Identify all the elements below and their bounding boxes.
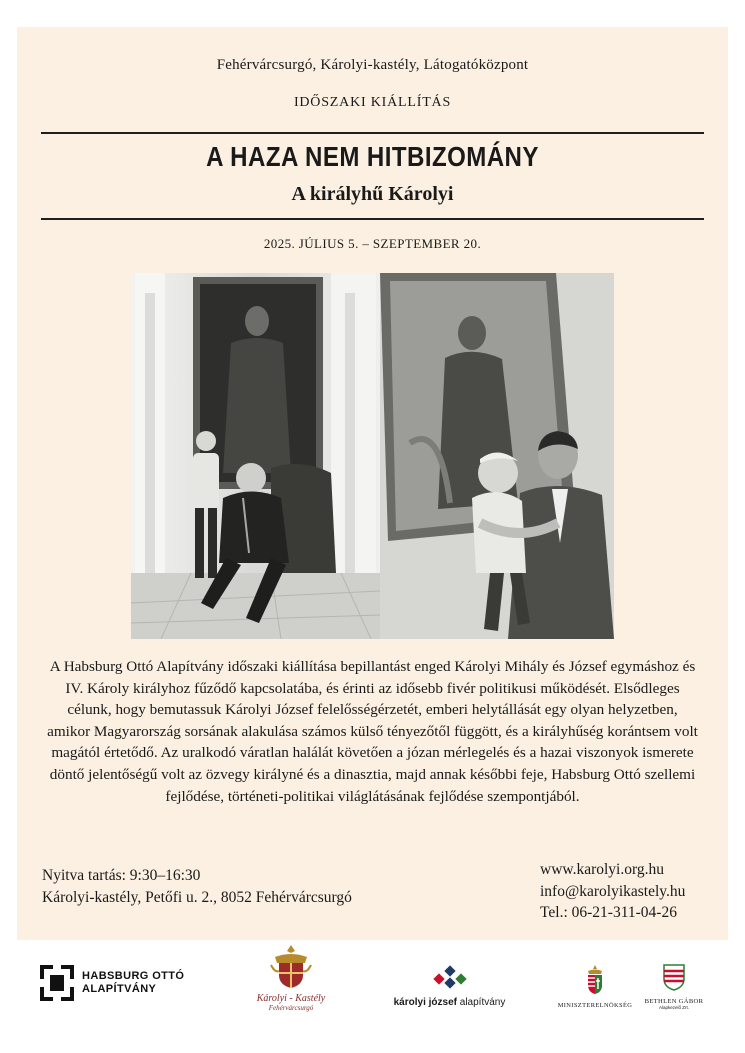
description-paragraph: A Habsburg Ottó Alapítvány időszaki kiállítása bepillantást enged Károlyi Mihály és József egymáshoz és IV. Károly királyhoz fűződő kapcsolatába, és érinti az idősebb fivér politikusi működését. Elsődleges célunk, hogy bemutassuk Károlyi József felelősségérzetét, emberi helytállását egy olyan helyzetben, amikor Magyarország sorsának alakulása számos külső tényezőtől függött, és a királyhűség korántsem volt magától értetődő. Az uralkodó váratlan halálát követően a józan mérlegelés és a hazai viszonyok ismerete döntő jelentőségű volt az özvegy királyné és a dinasztia, majd annak későbbi feje, Habsburg Ottó szellemi fejlődése, történeti-politikai világlátásának fejlődése szempontjából. [47, 658, 698, 805]
coat-of-arms-icon [269, 943, 313, 989]
habsburg-logo-line1: HABSBURG OTTÓ [82, 970, 185, 982]
bethlen-logo-line2: Alapkezelő Zrt. [658, 1005, 689, 1010]
habsburg-otto-logo[interactable] [40, 965, 184, 1001]
bethlen-shield-icon [662, 963, 686, 991]
exhibition-dates: 2025. JÚLIUS 5. – SZEPTEMBER 20. [263, 236, 482, 251]
kja-logo-rest: alapítvány [456, 997, 506, 1008]
opening-hours: Nyitva tartás: 9:30–16:30 [42, 867, 201, 884]
venue-line: Fehérvárcsurgó, Károlyi-kastély, Látogatóközpont [216, 57, 529, 73]
karolyi-jozsef-alapitvany-logo[interactable] [392, 965, 507, 1008]
email-link[interactable]: info@karolyikastely.hu [540, 882, 686, 900]
kja-logo-text [392, 997, 507, 1008]
contact-info [540, 859, 685, 924]
habsburg-logo-line2: ALAPÍTVÁNY [82, 983, 157, 995]
ministry-logo-text: MINISZTERELNÖKSÉG [557, 1002, 633, 1009]
miniszterelnokseg-logo[interactable] [556, 965, 634, 1009]
kastely-logo-sub: Fehérvárcsurgó [268, 1004, 314, 1012]
address: Károlyi-kastély, Petőfi u. 2., 8052 Fehérvárcsurgó [42, 889, 352, 906]
divider-top [41, 132, 704, 134]
visitor-info [42, 865, 352, 909]
bethlen-logo-line1: BETHLEN GÁBOR [644, 998, 704, 1005]
divider-bottom [41, 218, 704, 220]
exhibition-subtitle: A királyhű Károlyi [291, 183, 454, 205]
kastely-logo-script: Károlyi - Kastély [256, 993, 326, 1004]
exhibition-title: A HAZA NEM HITBIZOMÁNY [206, 141, 539, 172]
diamonds-icon [430, 965, 470, 989]
exhibition-kicker: IDŐSZAKI KIÁLLÍTÁS [293, 95, 452, 110]
photo-left [131, 273, 380, 639]
bethlen-gabor-logo[interactable] [640, 963, 708, 1010]
phone-number: Tel.: 06-21-311-04-26 [540, 904, 677, 921]
website-link[interactable]: www.karolyi.org.hu [540, 861, 664, 878]
poster [17, 27, 728, 940]
karolyi-kastely-logo[interactable] [246, 943, 336, 1013]
habsburg-emblem-icon [40, 965, 74, 1001]
kja-logo-bold: károlyi józsef [393, 997, 457, 1008]
hungarian-crest-icon [585, 965, 605, 995]
sponsor-logos [0, 955, 745, 1035]
photo-right [380, 273, 614, 639]
